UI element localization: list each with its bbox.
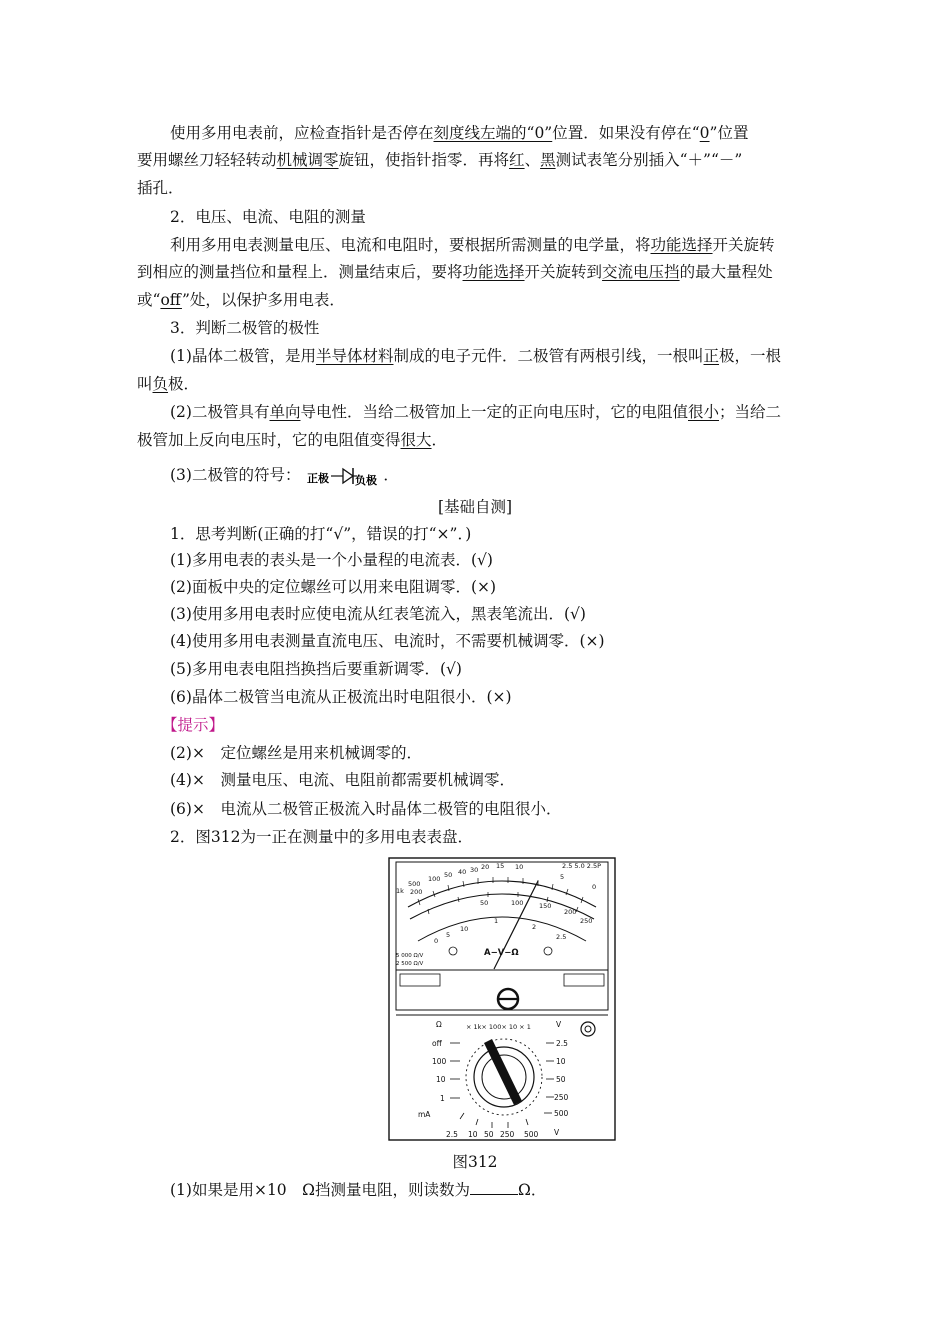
text: 的最大量程处 [679, 263, 773, 281]
selector-right-label: 2.5 [556, 1039, 568, 1048]
text: 要用螺丝刀轻轻转动 [137, 151, 277, 169]
paragraph-line [137, 287, 837, 313]
ohm-scale-label: 1k [396, 887, 404, 895]
text: (3)二极管的符号： [170, 466, 301, 484]
hint-item: (6)× 电流从二极管正极流入时晶体二极管的电阻很小． [170, 800, 562, 818]
text: ；当给二 [719, 403, 782, 421]
text: 使用多用电表前，应检查指针是否停在 [170, 124, 434, 142]
selector-right-label: 500 [554, 1109, 569, 1118]
section-title: 2．电压、电流、电阻的测量 [170, 208, 366, 226]
answer-underlined: 机械调零 [276, 151, 339, 169]
text: ． [383, 466, 399, 484]
judgement-item: (2)面板中央的定位螺丝可以用来电阻调零．(×) [170, 578, 497, 596]
text: 或“ [137, 291, 161, 309]
dc-scale-label: 200 [564, 908, 577, 916]
text: Ω． [518, 1181, 547, 1199]
text: ． [431, 431, 448, 449]
low-scale-label: 0 [434, 937, 439, 945]
paragraph-line [170, 462, 870, 488]
sensitivity-label: 5 000 Ω/V [396, 953, 424, 959]
answer-underlined: 红 [509, 151, 525, 169]
judgement-item: (4)使用多用电表测量直流电压、电流时，不需要机械调零．(×) [170, 632, 605, 650]
low-scale-label: 2 [532, 923, 537, 931]
ohm-scale-label: 0 [592, 883, 597, 891]
judgement-item: (5)多用电表电阻挡换挡后要重新调零．(√) [170, 660, 462, 678]
text: ”位置 [709, 124, 749, 142]
question-title: 2．图312为一正在测量中的多用电表表盘． [170, 828, 473, 846]
ohm-scale-label: 200 [410, 888, 423, 896]
figure-caption: 图312 [452, 1153, 498, 1171]
ohm-scale-label: 30 [470, 866, 479, 874]
ohm-range-label: Ω [436, 1020, 442, 1029]
diode-symbol-icon [307, 464, 381, 488]
answer-underlined: 功能选择 [462, 263, 525, 281]
low-scale-label: 5 [446, 931, 451, 939]
text: (2)二极管具有 [170, 403, 270, 421]
selector-left-label: 100 [432, 1057, 447, 1066]
text: 开关旋转 [712, 236, 775, 254]
ohm-scale-label: 40 [458, 868, 467, 876]
answer-underlined: 功能选择 [650, 236, 713, 254]
answer-underlined: 很大 [400, 431, 432, 449]
ohm-scale-label: 500 [408, 880, 421, 888]
diode-positive-label: 正极 [307, 472, 330, 485]
answer-underlined: 刻度线左端的“0” [433, 124, 553, 142]
text: 极． [168, 375, 200, 393]
answer-underlined: 正 [703, 347, 720, 365]
selector-right-label: 10 [556, 1057, 566, 1066]
answer-underlined: 0 [699, 124, 710, 142]
paragraph-line [170, 343, 870, 369]
answer-underlined: 黑 [540, 151, 556, 169]
text: 插孔． [137, 179, 184, 197]
low-scale-label: 1 [494, 917, 499, 925]
dc-scale-label: 250 [580, 917, 593, 925]
multiplier-labels: × 1k× 100× 10 × 1 [466, 1023, 531, 1031]
text: (1)如果是用×10 Ω挡测量电阻，则读数为 [170, 1181, 471, 1199]
low-scale-label: 10 [460, 925, 469, 933]
judgement-item: (1)多用电表的表头是一个小量程的电流表．(√) [170, 551, 493, 569]
answer-underlined: 交流电压挡 [602, 263, 680, 281]
selector-bottom-label: 500 [524, 1130, 539, 1139]
selector-right-label: 250 [554, 1093, 569, 1102]
paragraph-line [170, 399, 870, 425]
meter-top-right-label: 2.5 5.0 2.5P [562, 862, 602, 870]
dc-scale-label: 100 [511, 899, 524, 907]
text: 到相应的测量挡位和量程上．测量结束后，要将 [137, 263, 463, 281]
ma-range-label: mA [418, 1110, 431, 1119]
section-title: 3．判断二极管的极性 [170, 319, 320, 337]
paragraph-line [137, 427, 837, 453]
answer-underlined: 半导体材料 [315, 347, 394, 365]
selector-left-label: off [432, 1039, 442, 1048]
paragraph-line [170, 120, 870, 146]
text: (1)晶体二极管，是用 [170, 347, 316, 365]
selector-left-label: 1 [440, 1094, 445, 1103]
paragraph-line [170, 232, 870, 258]
text: 开关旋转到 [524, 263, 603, 281]
ohm-scale-label: 10 [515, 863, 524, 871]
selector-left-label: 10 [436, 1075, 446, 1084]
ohm-scale-label: 20 [481, 863, 490, 871]
text: 极，一根 [719, 347, 782, 365]
dc-scale-label: 150 [539, 902, 552, 910]
text: 制成的电子元件．二极管有两根引线，一根叫 [393, 347, 704, 365]
answer-underlined: off [160, 291, 182, 309]
text: 利用多用电表测量电压、电流和电阻时，要根据所需测量的电学量，将 [170, 236, 651, 254]
paragraph-line [137, 175, 837, 201]
selector-bottom-label: 10 [468, 1130, 478, 1139]
text: 测试表笔分别插入“＋”“－” [555, 151, 743, 169]
hint-label: 【提示】 [162, 716, 225, 734]
ohm-scale-label: 50 [444, 871, 453, 879]
low-scale-label: 2.5 [556, 933, 567, 941]
hint-item: (2)× 定位螺丝是用来机械调零的． [170, 744, 422, 762]
judgement-item: (3)使用多用电表时应使电流从红表笔流入，黑表笔流出．(√) [170, 605, 586, 623]
self-test-header: [基础自测] [437, 498, 513, 516]
text: 旋钮，使指针指零．再将 [338, 151, 510, 169]
v-range-label: V [556, 1020, 562, 1029]
selector-right-label: 50 [556, 1075, 566, 1084]
text: 导电性．当给二极管加上一定的正向电压时，它的电阻值 [300, 403, 688, 421]
meter-center-label: A−V−Ω [484, 948, 519, 958]
answer-underlined: 很小 [688, 403, 720, 421]
judgement-item: (6)晶体二极管当电流从正极流出时电阻很小．(×) [170, 688, 512, 706]
diode-negative-label: 负极 [355, 474, 378, 487]
answer-blank[interactable] [470, 1178, 518, 1195]
answer-underlined: 单向 [269, 403, 301, 421]
dc-scale-label: 50 [480, 899, 489, 907]
text: 极管加上反向电压时，它的电阻值变得 [137, 431, 401, 449]
hint-item: (4)× 测量电压、电流、电阻前都需要机械调零． [170, 771, 515, 789]
paragraph-line [137, 371, 837, 397]
question-title: 1．思考判断(正确的打“√”，错误的打“×”．) [170, 525, 472, 543]
answer-underlined: 负 [152, 375, 169, 393]
ohm-scale-label: 100 [428, 875, 441, 883]
text: ”处，以保护多用电表． [181, 291, 345, 309]
multimeter-figure [388, 857, 616, 1141]
selector-bottom-v: V [554, 1128, 560, 1137]
question-line [170, 1177, 870, 1203]
ohm-scale-label: 5 [560, 873, 565, 881]
paragraph-line [137, 259, 837, 285]
sensitivity-label: 2 500 Ω/V [396, 961, 424, 967]
selector-bottom-label: 2.5 [446, 1130, 458, 1139]
ohm-scale-label: 15 [496, 862, 505, 870]
paragraph-line [137, 147, 837, 173]
text: 叫 [137, 375, 153, 393]
selector-bottom-label: 250 [500, 1130, 515, 1139]
text: 、 [524, 151, 541, 169]
selector-bottom-label: 50 [484, 1130, 494, 1139]
text: 位置．如果没有停在“ [552, 124, 700, 142]
